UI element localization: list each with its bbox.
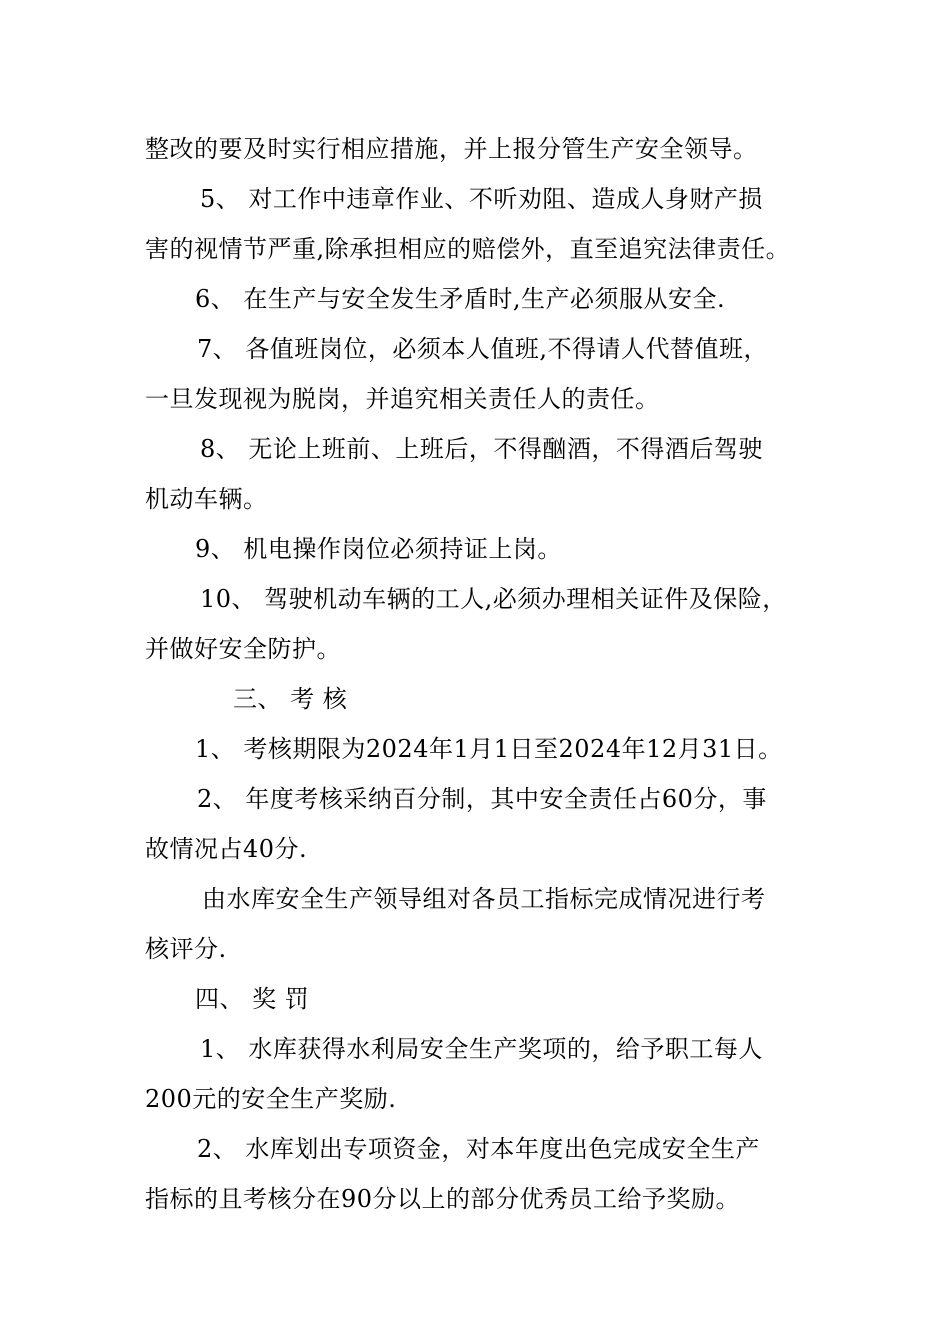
paragraph-line: 200元的安全生产奖励. [145,1085,397,1113]
paragraph-line: 机动车辆。 [145,485,268,513]
rule-item-9: 9、 机电操作岗位必须持证上岗。 [195,535,562,563]
paragraph-line: 核评分. [145,935,227,963]
paragraph-line: 并做好安全防护。 [145,635,341,663]
rule-item-10: 10、 驾驶机动车辆的工人,必须办理相关证件及保险， [200,585,787,613]
section-heading-rewards: 四、 奖 罚 [195,985,310,1013]
reward-item-1: 1、 水库获得水利局安全生产奖项的，给予职工每人 [200,1035,763,1063]
rule-item-8: 8、 无论上班前、上班后，不得酗酒，不得酒后驾驶 [200,435,763,463]
paragraph-line: 害的视情节严重,除承担相应的赔偿外，直至追究法律责任。 [145,235,791,263]
paragraph-line: 指标的且考核分在90分以上的部分优秀员工给予奖励。 [145,1185,741,1213]
paragraph-line: 整改的要及时实行相应措施，并上报分管生产安全领导。 [145,135,758,163]
paragraph-line: 故情况占40分. [145,835,308,863]
rule-item-7: 7、 各值班岗位，必须本人值班,不得请人代替值班， [197,335,769,363]
section-heading-assessment: 三、 考 核 [233,685,348,713]
assessment-item-1: 1、 考核期限为2024年1月1日至2024年12月31日。 [195,735,783,763]
paragraph-line: 一旦发现视为脱岗，并追究相关责任人的责任。 [145,385,660,413]
rule-item-6: 6、 在生产与安全发生矛盾时,生产必须服从安全. [195,285,726,313]
reward-item-2: 2、 水库划出专项资金，对本年度出色完成安全生产 [197,1135,760,1163]
assessment-item-2: 2、 年度考核采纳百分制，其中安全责任占60分，事 [197,785,767,813]
rule-item-5: 5、 对工作中违章作业、不听劝阻、造成人身财产损 [200,185,763,213]
paragraph-line: 由水库安全生产领导组对各员工指标完成情况进行考 [202,885,766,913]
